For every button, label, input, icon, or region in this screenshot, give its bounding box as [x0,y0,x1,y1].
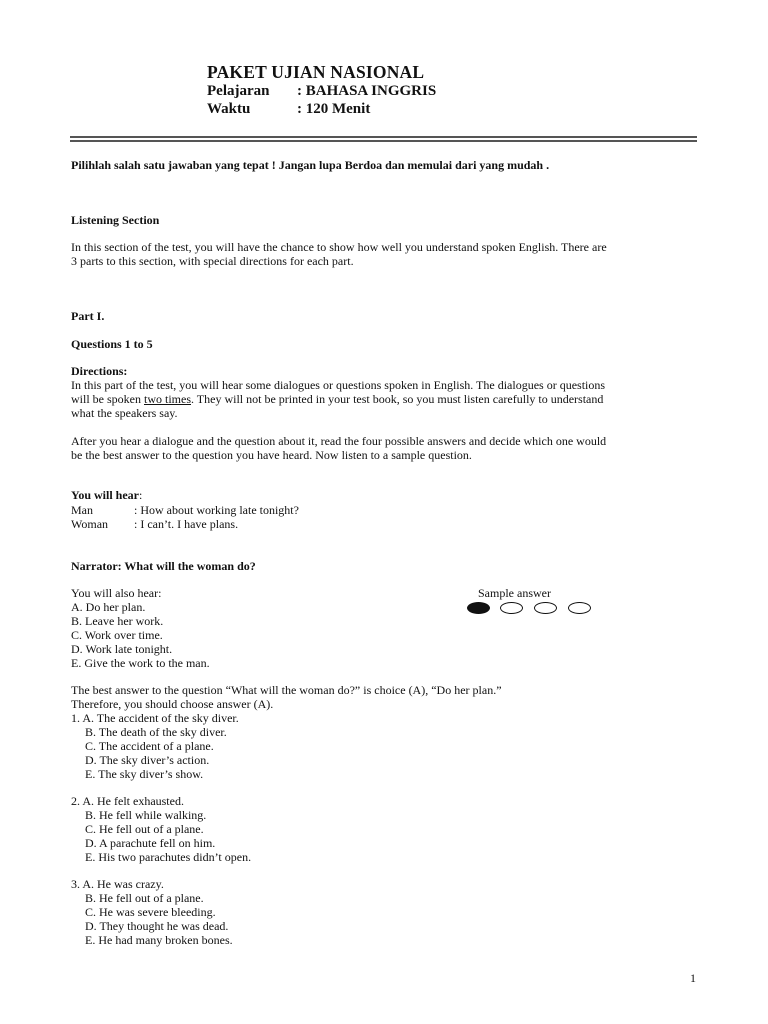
directions-text [71,378,605,420]
sample-option: B. Leave her work. [71,614,164,628]
directions-line: what the speakers say. [71,406,178,420]
question-option: C. The accident of a plane. [85,739,214,753]
sample-answer-label: Sample answer [478,586,551,600]
question-option: D. The sky diver’s action. [85,753,210,767]
question-option: D. A parachute fell on him. [85,836,216,850]
directions-text-segment: will be spoken [71,392,144,406]
you-will-hear-colon: : [139,488,143,502]
question-option: 3. A. He was crazy. [71,877,164,891]
sample-option: A. Do her plan. [71,600,146,614]
sample-option: D. Work late tonight. [71,642,173,656]
also-hear-label: You will also hear: [71,586,162,600]
directions-line: In this part of the test, you will hear some dialogues or questions spoken in English. The dialogues or questions [71,378,606,392]
directions-heading: Directions: [71,364,128,378]
question-option: E. He had many broken bones. [85,933,233,947]
you-will-hear-label: You will hear [71,488,140,502]
general-instruction: Pilihlah salah satu jawaban yang tepat ! Jangan lupa Berdoa dan memulai dari yang mudah . [71,158,550,172]
answer-bubble [568,602,591,614]
page-title: PAKET UJIAN NASIONAL [207,62,425,82]
woman-line: : I can’t. I have plans. [134,517,239,531]
man-label: Man [71,503,93,517]
question-block [71,711,239,781]
listening-heading: Listening Section [71,213,160,227]
question-option: B. He fell while walking. [85,808,207,822]
woman-label: Woman [71,517,109,531]
listening-intro-line: 3 parts to this section, with special directions for each part. [71,254,354,268]
question-block [71,794,251,864]
answer-bubble-filled [467,602,490,614]
question-option: E. His two parachutes didn’t open. [85,850,252,864]
question-option: C. He was severe bleeding. [85,905,216,919]
after-hearing-text [71,434,606,462]
question-option: B. He fell out of a plane. [85,891,204,905]
sample-option: C. Work over time. [71,628,163,642]
question-option: E. The sky diver’s show. [85,767,204,781]
time-label: Waktu [207,101,251,117]
question-option: C. He fell out of a plane. [85,822,204,836]
sample-option: E. Give the work to the man. [71,656,210,670]
you-will-hear [71,488,142,502]
sample-answer-bubbles [467,600,597,616]
directions-text-segment: . They will not be printed in your test book, so you must listen carefully to understand [191,392,604,406]
sample-options [71,586,210,670]
after-hearing-line: be the best answer to the question you have heard. Now listen to a sample question. [71,448,472,462]
listening-intro [71,240,607,268]
question-option: 1. A. The accident of the sky diver. [71,711,239,725]
after-hearing-line: After you hear a dialogue and the question about it, read the four possible answers and decide which one would [71,434,607,448]
listening-intro-line: In this section of the test, you will have the chance to show how well you understand spoken English. There are [71,240,607,254]
question-option: 2. A. He felt exhausted. [71,794,184,808]
part-heading: Part I. [71,309,105,323]
explanation-line: Therefore, you should choose answer (A). [71,697,274,711]
sample-explanation [71,683,502,711]
answer-bubble [534,602,557,614]
time-value: : 120 Menit [297,101,371,117]
questions-range-heading: Questions 1 to 5 [71,337,153,351]
subject-value: : BAHASA INGGRIS [297,83,437,99]
question-block [71,877,233,947]
man-line: : How about working late tonight? [134,503,299,517]
explanation-line: The best answer to the question “What will the woman do?” is choice (A), “Do her plan.” [71,683,502,697]
subject-label: Pelajaran [207,83,270,99]
narrator-question: Narrator: What will the woman do? [71,559,256,573]
question-option: D. They thought he was dead. [85,919,229,933]
answer-bubble [500,602,523,614]
directions-line [71,392,605,406]
underlined-emphasis: two times [144,392,191,406]
page-number: 1 [690,971,696,985]
header-divider-top [70,136,697,138]
header-divider-bottom [70,140,697,142]
question-option: B. The death of the sky diver. [85,725,227,739]
